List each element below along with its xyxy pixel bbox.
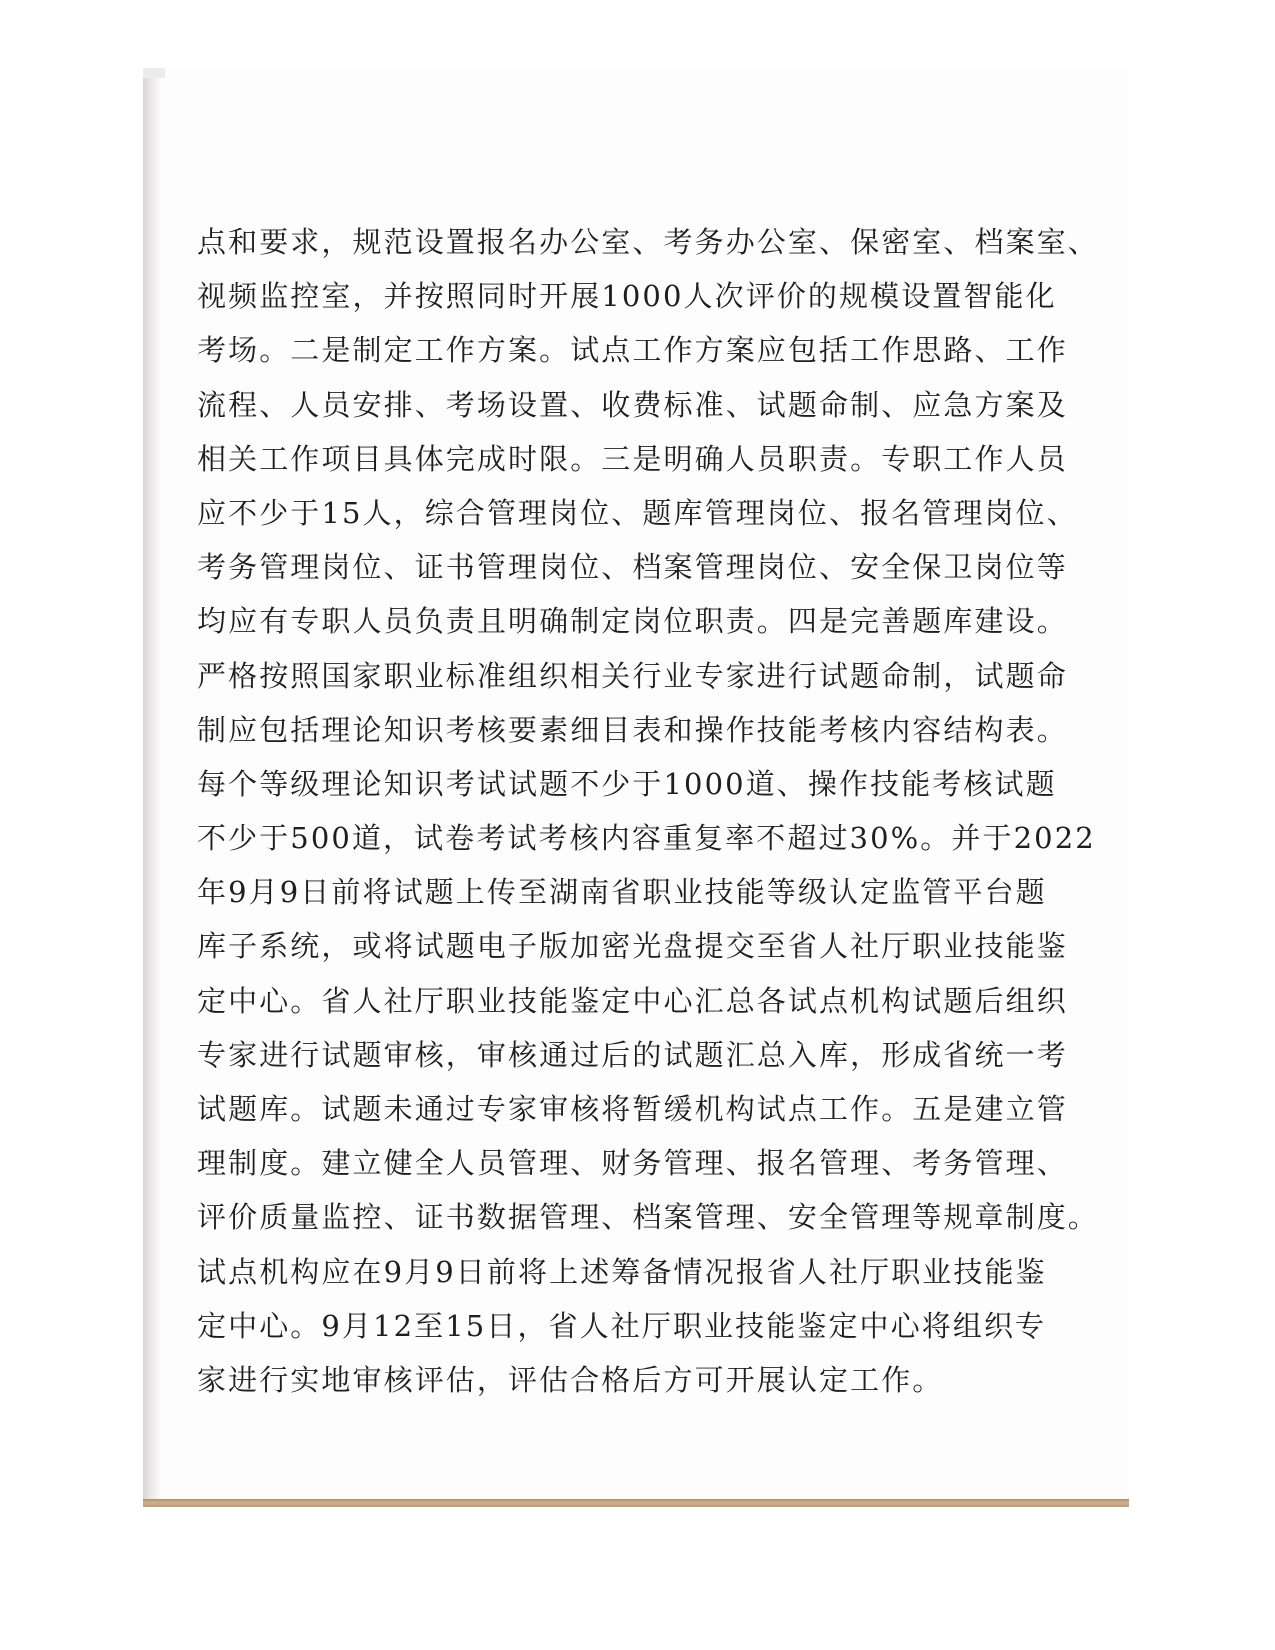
paper-corner bbox=[143, 68, 165, 78]
text-line: 年9月9日前将试题上传至湖南省职业技能等级认定监管平台题 bbox=[197, 875, 1047, 910]
text-line: 专家进行试题审核，审核通过后的试题汇总入库，形成省统一考 bbox=[197, 1037, 1068, 1072]
text-line: 每个等级理论知识考试试题不少于1000道、操作技能考核试题 bbox=[197, 766, 1057, 801]
text-line: 应不少于15人，综合管理岗位、题库管理岗位、报名管理岗位、 bbox=[197, 495, 1078, 530]
text-line: 视频监控室，并按照同时开展1000人次评价的规模设置智能化 bbox=[197, 279, 1057, 314]
text-line: 考场。二是制定工作方案。试点工作方案应包括工作思路、工作 bbox=[197, 333, 1068, 368]
text-line: 评价质量监控、证书数据管理、档案管理、安全管理等规章制度。 bbox=[197, 1200, 1099, 1235]
text-line: 理制度。建立健全人员管理、财务管理、报名管理、考务管理、 bbox=[197, 1146, 1068, 1181]
document-body bbox=[197, 215, 1099, 1407]
text-line: 考务管理岗位、证书管理岗位、档案管理岗位、安全保卫岗位等 bbox=[197, 550, 1068, 585]
text-line: 均应有专职人员负责且明确制定岗位职责。四是完善题库建设。 bbox=[197, 604, 1068, 639]
wooden-table-edge bbox=[143, 1499, 1129, 1507]
text-line: 制应包括理论知识考核要素细目表和操作技能考核内容结构表。 bbox=[197, 712, 1068, 747]
text-line: 相关工作项目具体完成时限。三是明确人员职责。专职工作人员 bbox=[197, 441, 1068, 476]
text-line-final: 家进行实地审核评估，评估合格后方可开展认定工作。 bbox=[197, 1362, 944, 1397]
text-line: 点和要求，规范设置报名办公室、考务办公室、保密室、档案室、 bbox=[197, 225, 1099, 259]
text-line: 定中心。9月12至15日，省人社厅职业技能鉴定中心将组织专 bbox=[197, 1308, 1047, 1343]
text-line: 严格按照国家职业标准组织相关行业专家进行试题命制，试题命 bbox=[197, 658, 1068, 693]
text-line: 流程、人员安排、考场设置、收费标准、试题命制、应急方案及 bbox=[197, 387, 1068, 422]
text-line: 试点机构应在9月9日前将上述筹备情况报省人社厅职业技能鉴 bbox=[197, 1254, 1047, 1289]
text-line: 试题库。试题未通过专家审核将暂缓机构试点工作。五是建立管 bbox=[197, 1092, 1068, 1126]
text-line: 不少于500道，试卷考试考核内容重复率不超过30%。并于2022 bbox=[197, 821, 1096, 856]
text-line: 库子系统，或将试题电子版加密光盘提交至省人社厅职业技能鉴 bbox=[197, 929, 1068, 964]
text-line: 定中心。省人社厅职业技能鉴定中心汇总各试点机构试题后组织 bbox=[197, 983, 1068, 1018]
paper-left-edge-shadow bbox=[143, 68, 161, 1500]
